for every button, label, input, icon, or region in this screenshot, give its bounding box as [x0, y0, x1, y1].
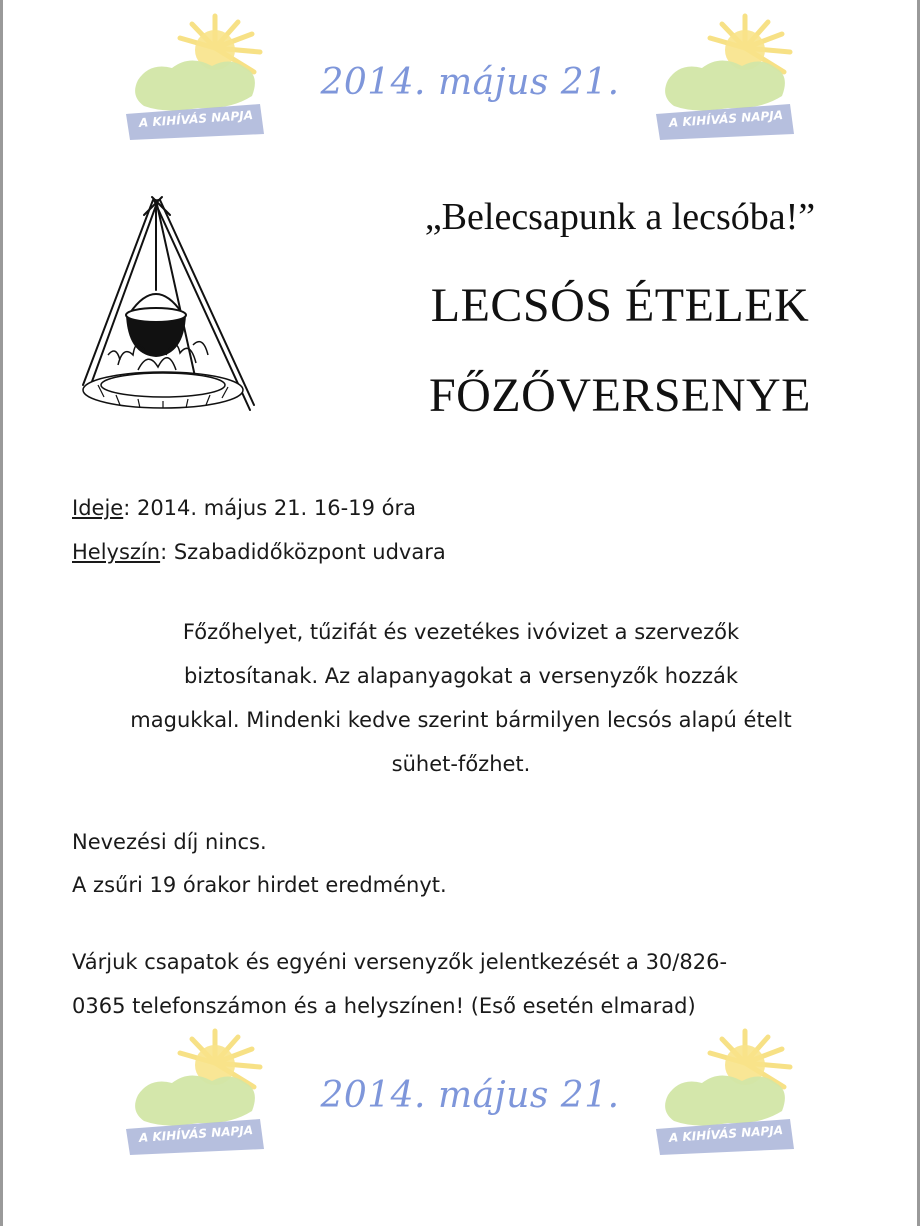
- description-line: sühet-főzhet.: [391, 752, 531, 776]
- logo-top-left: [120, 10, 270, 140]
- logo-text: A KIHÍVÁS NAPJA: [668, 1123, 784, 1145]
- time-info: [72, 496, 416, 520]
- title-line-2: FŐZŐVERSENYE: [428, 369, 811, 422]
- description-line: biztosítanak. Az alapanyagokat a versenyzők hozzák: [183, 664, 739, 688]
- title-line-1: LECSÓS ÉTELEK: [430, 279, 810, 332]
- logo-top-right: [650, 10, 800, 140]
- place-value: : Szabadidőközpont udvara: [160, 540, 446, 564]
- contact-line: 0365 telefonszámon és a helyszínen! (Eső esetén elmarad): [72, 994, 696, 1018]
- campfire-cauldron-illustration: [78, 195, 258, 420]
- logo-text: A KIHÍVÁS NAPJA: [668, 108, 784, 130]
- contact-line: Várjuk csapatok és egyéni versenyzők jelentkezését a 30/826-: [72, 950, 728, 974]
- header-date: 2014. május 21.: [320, 62, 620, 103]
- description-line: magukkal. Mindenki kedve szerint bármilyen lecsós alapú ételt: [130, 708, 792, 732]
- jury-note: A zsűri 19 órakor hirdet eredményt.: [72, 873, 447, 897]
- slogan: „Belecsapunk a lecsóba!”: [424, 196, 816, 238]
- footer-date: 2014. május 21.: [320, 1075, 620, 1116]
- logo-bottom-left: [120, 1025, 270, 1155]
- entry-fee-note: Nevezési díj nincs.: [72, 830, 267, 854]
- place-label: Helyszín: [72, 540, 161, 564]
- logo-text: A KIHÍVÁS NAPJA: [138, 1123, 254, 1145]
- description-line: Főzőhelyet, tűzifát és vezetékes ivóvizet a szervezők: [182, 620, 740, 644]
- contact-paragraph: [72, 940, 850, 1028]
- logo-text: A KIHÍVÁS NAPJA: [138, 108, 254, 130]
- time-value: : 2014. május 21. 16-19 óra: [123, 496, 416, 520]
- place-info: [72, 540, 446, 564]
- description-paragraph: [72, 610, 850, 786]
- logo-bottom-right: [650, 1025, 800, 1155]
- time-label: Ideje: [72, 496, 124, 520]
